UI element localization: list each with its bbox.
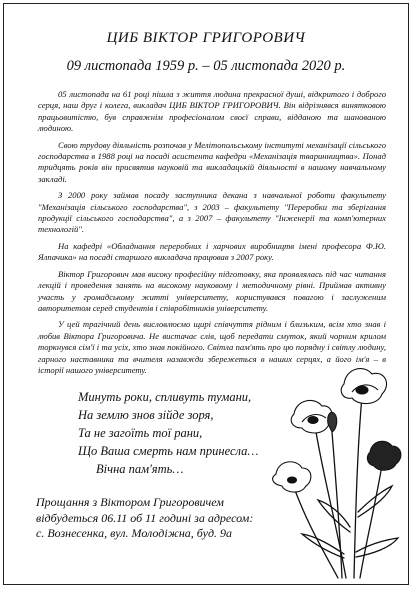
poppy-flower [341, 369, 386, 404]
paragraph: Свою трудову діяльність розпочав у Мелітопольському інституті механізації сільського господарства в 1988 році на посаді асистента кафедри «Механізація тваринництва». Понад тридцять років він присвятив науковій та викладацькій діяльності в нашому навчальному закладі. [38, 139, 386, 184]
obituary-text [38, 89, 386, 381]
poppy-flower [367, 441, 401, 470]
poppy-flower [273, 462, 311, 492]
life-dates: 09 листопада 1959 р. – 05 листопада 2020 р. [66, 58, 346, 74]
leaf [318, 500, 350, 532]
paragraph: Віктор Григорович мав високу професійну підготовку, яка проявлялась під час читання лекцій і проведення занять на високому науковому і методичному рівні. Приймав активну участь у громадському житті університету, користувався повагою і заслуженим авторитетом серед студентів і співробітників університету. [38, 268, 386, 313]
leaf [356, 538, 398, 557]
poem-line: Та не загоїть тої рани, [78, 426, 203, 440]
poppy-bud [328, 412, 337, 432]
stem [360, 454, 384, 578]
paragraph: У цей трагічний день висловлюємо щирі співчуття рідним і близьким, всім хто знав і любив Віктора Григоровича. Не вистачає слів, щоб передати смуток, який чорним крилом торкнувся сім'ї і та усіх, хто знав покійного. Світла пам'ять про цю порядну і світлу людину, гарного наставника та вчителя назавжди збережеться в наших серцях, а його ім'я – в історії нашого університету. [38, 319, 386, 375]
paragraph: 05 листопада на 61 році пішла з життя людина прекрасної душі, відкритого і доброго серця, наш друг і колега, викладач ЦИБ ВІКТОР ГРИГОРОВИЧ. Він відрізнявся винятковою працьовитістю, був справжнім професіоналом своєї справи, відданою та шанованою людиною. [38, 89, 386, 134]
farewell-line: Прощання з Віктором Григоровичем [36, 495, 224, 509]
farewell-notice [36, 495, 296, 542]
poppy-flower [291, 400, 332, 433]
poem-line: Вічна пам'ять… [96, 462, 184, 476]
memorial-poem [78, 388, 298, 478]
page-title: ЦИБ ВІКТОР ГРИГОРОВИЧ [106, 30, 306, 46]
paragraph: На кафедрі «Обладнання переробних і харчових виробництв імені професора Ф.Ю. Ялпачика» на посаді старшого викладача працював з 2007 року. [38, 240, 386, 263]
stem [292, 482, 338, 578]
farewell-line: відбудеться 06.11 об 11 годині за адресом: [36, 510, 254, 525]
poem-line: Минуть роки, спливуть тумани, [78, 390, 252, 404]
poem-line: Що Ваша смерть нам принесла… [78, 444, 259, 458]
farewell-line: с. Вознесенка, вул. Молодіжна, буд. 9а [36, 526, 233, 540]
poem-line: На землю знов зійде зоря, [78, 408, 214, 422]
poppies-illustration [266, 362, 408, 582]
obituary-page [3, 3, 409, 585]
paragraph: З 2000 року займав посаду заступника декана з навчальної роботи факультету "Механізація сільського господарства", з 2003 – факультету "Переробки та зберігання продукції сільського господарства", а з 2007 – факультету "Інженерії та комп'ютерних технологій". [38, 190, 386, 235]
